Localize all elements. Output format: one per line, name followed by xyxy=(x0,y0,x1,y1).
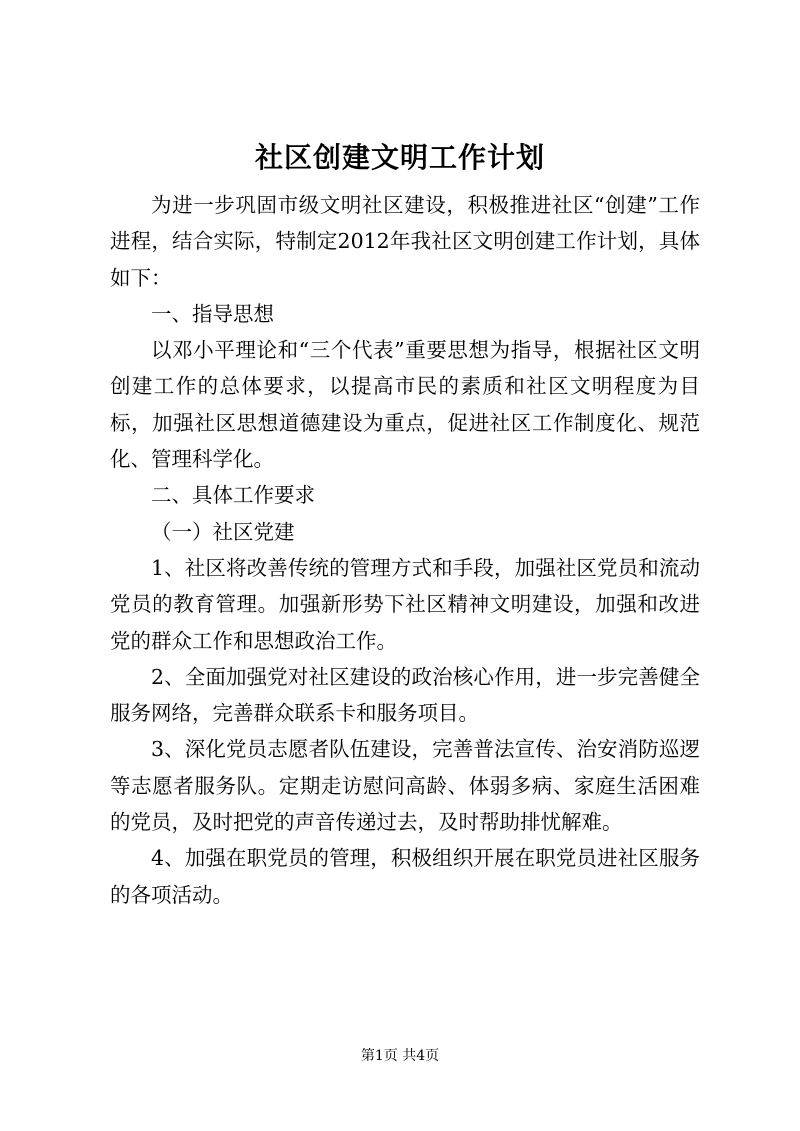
section-heading-guiding-ideology: 一、指导思想 xyxy=(151,301,274,326)
list-item-4: 4、加强在职党员的管理，积极组织开展在职党员进社区服务的各项活动。 xyxy=(110,846,700,907)
intro-paragraph: 为进一步巩固市级文明社区建设，积极推进社区“创建”工作进程，结合实际，特制定2012年我社区文明创建工作计划，具体如下： xyxy=(110,193,700,290)
guiding-ideology-paragraph: 以邓小平理论和“三个代表”重要思想为指导，根据社区文明创建工作的总体要求，以提高市民的素质和社区文明程度为目标，加强社区思想道德建设为重点，促进社区工作制度化、规范化、管理科学化。 xyxy=(110,338,700,472)
section-heading-work-requirements: 二、具体工作要求 xyxy=(151,483,315,508)
document-title: 社区创建文明工作计划 xyxy=(254,141,545,174)
list-item-3: 3、深化党员志愿者队伍建设，完善普法宣传、治安消防巡逻等志愿者服务队。定期走访慰问高龄、体弱多病、家庭生活困难的党员，及时把党的声音传递过去，及时帮助排忧解难。 xyxy=(110,737,700,835)
list-item-2: 2、全面加强党对社区建设的政治核心作用，进一步完善健全服务网络，完善群众联系卡和服务项目。 xyxy=(110,664,700,726)
list-item-1: 1、社区将改善传统的管理方式和手段，加强社区党员和流动党员的教育管理。加强新形势下社区精神文明建设，加强和改进党的群众工作和思想政治工作。 xyxy=(110,555,700,653)
subsection-heading-party-building: （一）社区党建 xyxy=(151,519,295,544)
document-body xyxy=(110,187,700,913)
page-footer: 第1页 共4页 xyxy=(360,1048,440,1064)
